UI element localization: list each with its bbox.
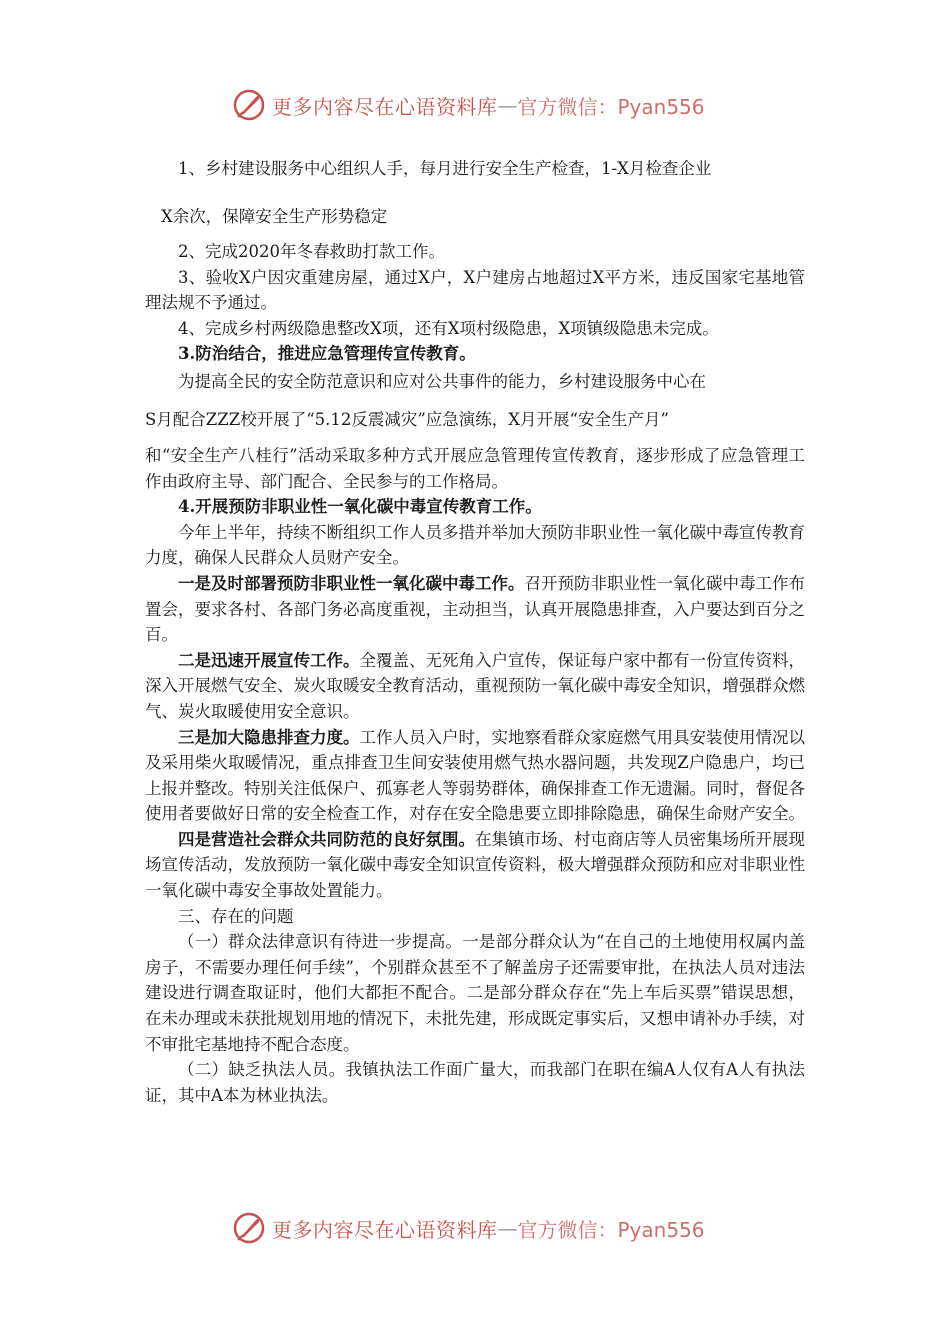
watermark-header [232, 85, 732, 125]
heading-4: 4.开展预防非职业性一氧化碳中毒宣传教育工作。 [178, 497, 542, 517]
para-5-line-2: S月配合ZZZ校开展了“5.12反震减灾”应急演练，X月开展“安全生产月” [145, 409, 669, 429]
watermark-main-text: 更多内容尽在心语资料库 [272, 94, 498, 119]
item-1-line-2: X余次，保障安全生产形势稳定 [161, 207, 388, 226]
watermark-wechat: 官方微信：Pyan556 [517, 1217, 705, 1242]
para-9 [145, 725, 805, 827]
problem-1: （一）群众法律意识有待进一步提高。一是部分群众认为“在自己的土地使用权属内盖房子，不需要办理任何手续”，个别群众甚至不了解盖房子还需要审批，在执法人员对违法建设进行调查取证时，他们大都拒不配合。二是部分群众存在“先上车后买票”错误思想，在未办理或未获批规划用地的情况下，未批先建，形成既定事实后，又想申请补办手续，对不审批宅基地持不配合态度。 [145, 932, 805, 1054]
para-9-lead: 三是加大隐患排查力度。 [178, 727, 360, 747]
item-1-line-1: 1、乡村建设服务中心组织人手，每月进行安全生产检查，1-X月检查企业 [178, 159, 712, 178]
document-body [145, 155, 805, 1108]
para-7 [145, 571, 805, 648]
watermark-separator: — [497, 93, 518, 117]
section-3-heading: 三、存在的问题 [178, 906, 294, 926]
heading-3: 3.防治结合，推进应急管理传宣传教育。 [178, 344, 476, 364]
quill-logo-icon [232, 88, 266, 122]
para-10 [145, 827, 805, 904]
para-8-lead: 二是迅速开展宣传工作。 [178, 650, 360, 670]
watermark-main-text: 更多内容尽在心语资料库 [272, 1217, 498, 1242]
watermark-footer [232, 1208, 732, 1248]
item-4: 4、完成乡村两级隐患整改X项，还有X项村级隐患，X项镇级隐患未完成。 [178, 318, 719, 338]
para-7-body: 召开预防非职业性一氧化碳中毒工作布置会，要求各村、各部门务必高度重视，主动担当，认真开展隐患排查，入户要达到百分之百。 [145, 573, 805, 645]
para-10-body: 在集镇市场、村屯商店等人员密集场所开展现场宣传活动，发放预防一氧化碳中毒安全知识宣传资料，极大增强群众预防和应对非职业性一氧化碳中毒安全事故处置能力。 [145, 829, 805, 901]
item-2: 2、完成2020年冬春救助打款工作。 [178, 242, 445, 261]
problem-2: （二）缺乏执法人员。我镇执法工作面广量大，而我部门在职在编A人仅有A人有执法证，其中A本为林业执法。 [145, 1060, 805, 1105]
para-9-body: 工作人员入户时，实地察看群众家庭燃气用具安装使用情况以及采用柴火取暖情况，重点排查卫生间安装使用燃气热水器问题，共发现Z户隐患户，均已上报并整改。特别关注低保户、孤寡老人等弱势群体，确保排查工作无遗漏。同时，督促各使用者要做好日常的安全检查工作，对存在安全隐患要立即排除隐患，确保生命财产安全。 [145, 727, 805, 824]
item-3: 3、验收X户因灾重建房屋，通过X户，X户建房占地超过X平方米，违反国家宅基地管理法规不予通过。 [145, 267, 805, 313]
para-5-rest: 和“安全生产八桂行”活动采取多种方式开展应急管理传宣传教育，逐步形成了应急管理工作由政府主导、部门配合、全民参与的工作格局。 [145, 445, 805, 491]
para-10-lead: 四是营造社会群众共同防范的良好氛围。 [178, 829, 475, 849]
para-6: 今年上半年，持续不断组织工作人员多措并举加大预防非职业性一氧化碳中毒宣传教育力度，确保人民群众人员财产安全。 [145, 522, 805, 568]
watermark-separator: — [497, 1216, 518, 1240]
para-8 [145, 648, 805, 725]
quill-logo-icon [232, 1211, 266, 1245]
para-5-line-1: 为提高全民的安全防范意识和应对公共事件的能力，乡村建设服务中心在 [178, 371, 706, 391]
para-7-lead: 一是及时部署预防非职业性一氧化碳中毒工作。 [178, 573, 525, 593]
para-8-body: 全覆盖、无死角入户宣传，保证每户家中都有一份宣传资料，深入开展燃气安全、炭火取暖安全教育活动，重视预防一氧化碳中毒安全知识，增强群众燃气、炭火取暖使用安全意识。 [145, 650, 805, 721]
watermark-wechat: 官方微信：Pyan556 [517, 94, 705, 119]
